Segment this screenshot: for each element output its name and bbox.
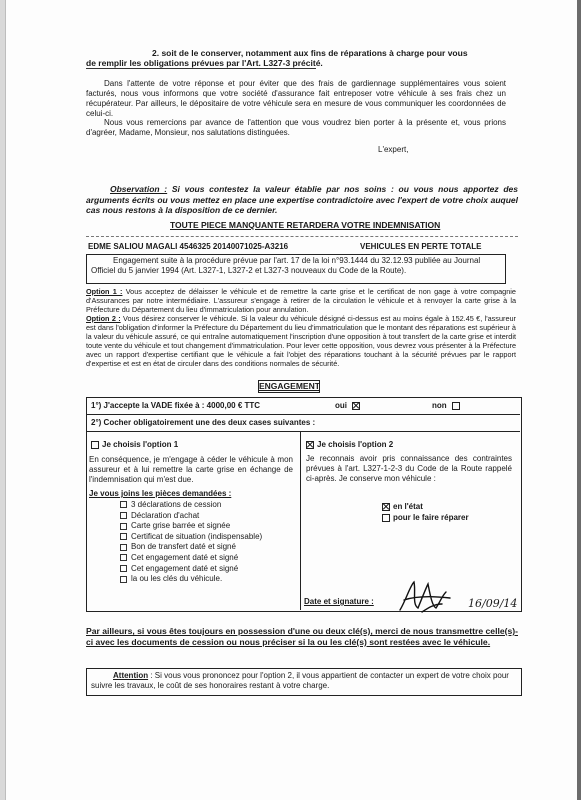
repair-choice[interactable]: [382, 513, 469, 523]
checked-box-icon[interactable]: [352, 402, 360, 410]
option-2-body: Je reconnais avoir pris connaissance des contraintes prévues à l'art. L327-1-2-3 du Code de la Route rappelé ci-après. Je conserve mon véhicule :: [306, 454, 512, 483]
option-1-description: [86, 287, 516, 314]
checkbox-icon[interactable]: [120, 554, 127, 561]
option-1-text: Vous acceptez de délaisser le véhicule et de remettre la carte grise et le certificat de non gage à votre compagnie d'Assurances par notre intermédiaire. L'assureur s'engage à retirer de la circulation le véhicule et à renvoyer la carte grise à la Préfecture du Département du lieu d'immatriculation pour annulation.: [86, 287, 516, 314]
option-1-label: Option 1 :: [86, 287, 123, 296]
checkbox-icon[interactable]: [120, 576, 127, 583]
option-2-choice-label: Je choisis l'option 2: [317, 440, 394, 449]
option-2-choice[interactable]: [306, 440, 393, 450]
attention-box: [86, 668, 522, 696]
procedure-box: Engagement suite à la procédure prévue par l'art. 17 de la loi n°93.1444 du 32.12.93 publiée au Journal Officiel du 5 janvier 1994 (Art. L327-1, L327-2 et L327-3 nouveaux du Code de la Route).: [86, 254, 506, 284]
checkbox-icon[interactable]: [120, 533, 127, 540]
checkbox-icon[interactable]: [120, 565, 127, 572]
keys-notice: Par ailleurs, si vous êtes toujours en possession d'une ou deux clé(s), merci de nous transmettre celle(s)-ci avec les documents de cession ou nous préciser si la ou les clé(s) sont restées avec le véhicule.: [86, 626, 518, 647]
vade-no[interactable]: [432, 401, 463, 411]
engagement-title: ENGAGEMENT: [259, 381, 320, 391]
list-item[interactable]: Cet engagement daté et signé: [120, 553, 300, 564]
attention-label: Attention: [113, 671, 149, 680]
option-2-label: Option 2 :: [86, 314, 121, 323]
intro-line-1: 2. soit de le conserver, notamment aux fins de réparations à charge pour vous: [152, 48, 468, 58]
observation-text: Si vous contestez la valeur établie par nos soins : ou vous nous apportez des arguments écrits ou vous mettez en place une expertise contradictoire avec l'expert de votre choix auquel cas nous restons à la disposition de ce dernier.: [86, 184, 518, 215]
list-item[interactable]: Bon de transfert daté et signé: [120, 542, 300, 553]
pieces-list: [120, 500, 300, 585]
vade-yes[interactable]: [335, 401, 363, 411]
checked-box-icon[interactable]: [306, 441, 314, 449]
handwritten-signature: [392, 578, 462, 618]
option-1-choice[interactable]: [91, 440, 178, 450]
attention-text: : Si vous vous prononcez pour l'option 2, il vous appartient de contacter un expert de votre choix pour suivre les travaux, le coût de ses honoraires restant à votre charge.: [91, 671, 509, 690]
vade-no-label: non: [432, 401, 447, 410]
checkbox-icon[interactable]: [120, 544, 127, 551]
table-row-divider-2: [86, 431, 520, 432]
pieces-heading: Je vous joins les pièces demandées :: [89, 489, 232, 498]
intro-underline: [86, 68, 316, 69]
option-1-body: En conséquence, je m'engage à céder le véhicule à mon assureur et à lui remettre la carte grise en échange de l'indemnisation qui m'est due.: [89, 455, 293, 484]
list-item[interactable]: 3 déclarations de cession: [120, 500, 300, 511]
empty-checkbox-icon[interactable]: [91, 441, 99, 449]
signoff: L'expert,: [378, 145, 409, 154]
list-item[interactable]: Déclaration d'achat: [120, 511, 300, 522]
missing-pieces-warning: TOUTE PIECE MANQUANTE RETARDERA VOTRE INDEMNISATION: [170, 220, 441, 230]
scan-left-edge: [0, 0, 6, 800]
option-1-choice-label: Je choisis l'option 1: [102, 440, 179, 449]
repair-label: pour le faire réparer: [393, 513, 469, 522]
empty-checkbox-icon[interactable]: [382, 514, 390, 522]
scan-right-edge: [577, 0, 581, 800]
intro-line-2: de remplir les obligations prévues par l'Art. L327-3 précité.: [86, 58, 323, 68]
vade-yes-label: oui: [335, 401, 347, 410]
date-signature-label: Date et signature :: [304, 597, 374, 606]
list-item[interactable]: Certificat de situation (indispensable): [120, 532, 300, 543]
keep-as-is-choice[interactable]: [382, 502, 423, 512]
case-category: VEHICULES EN PERTE TOTALE: [360, 242, 482, 251]
list-item[interactable]: la ou les clés du véhicule.: [120, 574, 300, 585]
checkbox-icon[interactable]: [120, 501, 127, 508]
checkbox-icon[interactable]: [120, 512, 127, 519]
keep-as-is-label: en l'état: [393, 502, 423, 511]
table-column-divider: [300, 432, 301, 610]
intro-paragraph-1: Dans l'attente de votre réponse et pour éviter que des frais de gardiennage supplémentaires vous soient facturés, nous vous informons que votre société d'assurance fait entreposer votre véhicule à ses frais chez un récupérateur. Par ailleurs, le dépositaire de votre véhicule sera en mesure de vous communiquer les coordonnées de celui-ci.: [86, 79, 506, 118]
choose-option-instruction: 2°) Cocher obligatoirement une des deux cases suivantes :: [91, 418, 316, 427]
option-2-description: [86, 314, 516, 368]
list-item[interactable]: Carte grise barrée et signée: [120, 521, 300, 532]
empty-checkbox-icon[interactable]: [452, 402, 460, 410]
checkbox-icon[interactable]: [120, 523, 127, 530]
checked-box-icon[interactable]: [382, 503, 390, 511]
handwritten-date: 16/09/14: [468, 597, 518, 610]
observation-label: Observation :: [110, 184, 168, 194]
separator: [86, 236, 518, 237]
vade-question: 1°) J'accepte la VADE fixée à : 4000,00 € TTC: [91, 401, 261, 410]
table-row-divider-1: [86, 414, 520, 415]
list-item[interactable]: Cet engagement daté et signé: [120, 564, 300, 575]
intro-paragraph-2: Nous vous remercions par avance de l'attention que vous voudrez bien porter à la présente et, vous prions d'agréer, Madame, Monsieur, nos salutations distinguées.: [86, 118, 506, 137]
observation: [86, 184, 518, 216]
case-reference: EDME SALIOU MAGALI 4546325 20140071025-A3216: [88, 242, 289, 251]
option-2-text: Vous désirez conserver le véhicule. Si la valeur du véhicule désigné ci-dessus est au moins égale à 152.45 €, l'assureur est dans l'obligation d'informer la Préfecture du Département du lieu d'immatriculation que le montant des réparations est supérieur à la valeur du véhicule assuré, ce qui entraîne automatiquement l'inscription d'une opposition à tout transfert de la carte grise et interdit toute vente du véhicule et tout changement d'immatriculation. Pour lever cette opposition, vous devrez vous présenter à la Préfecture avec un rapport d'expertise certifiant que le véhicule a fait l'objet des réparations touchant à la sécurité prévues par le rapport d'expertise et est en état de circuler dans des conditions normales de sécurité.: [86, 314, 516, 368]
